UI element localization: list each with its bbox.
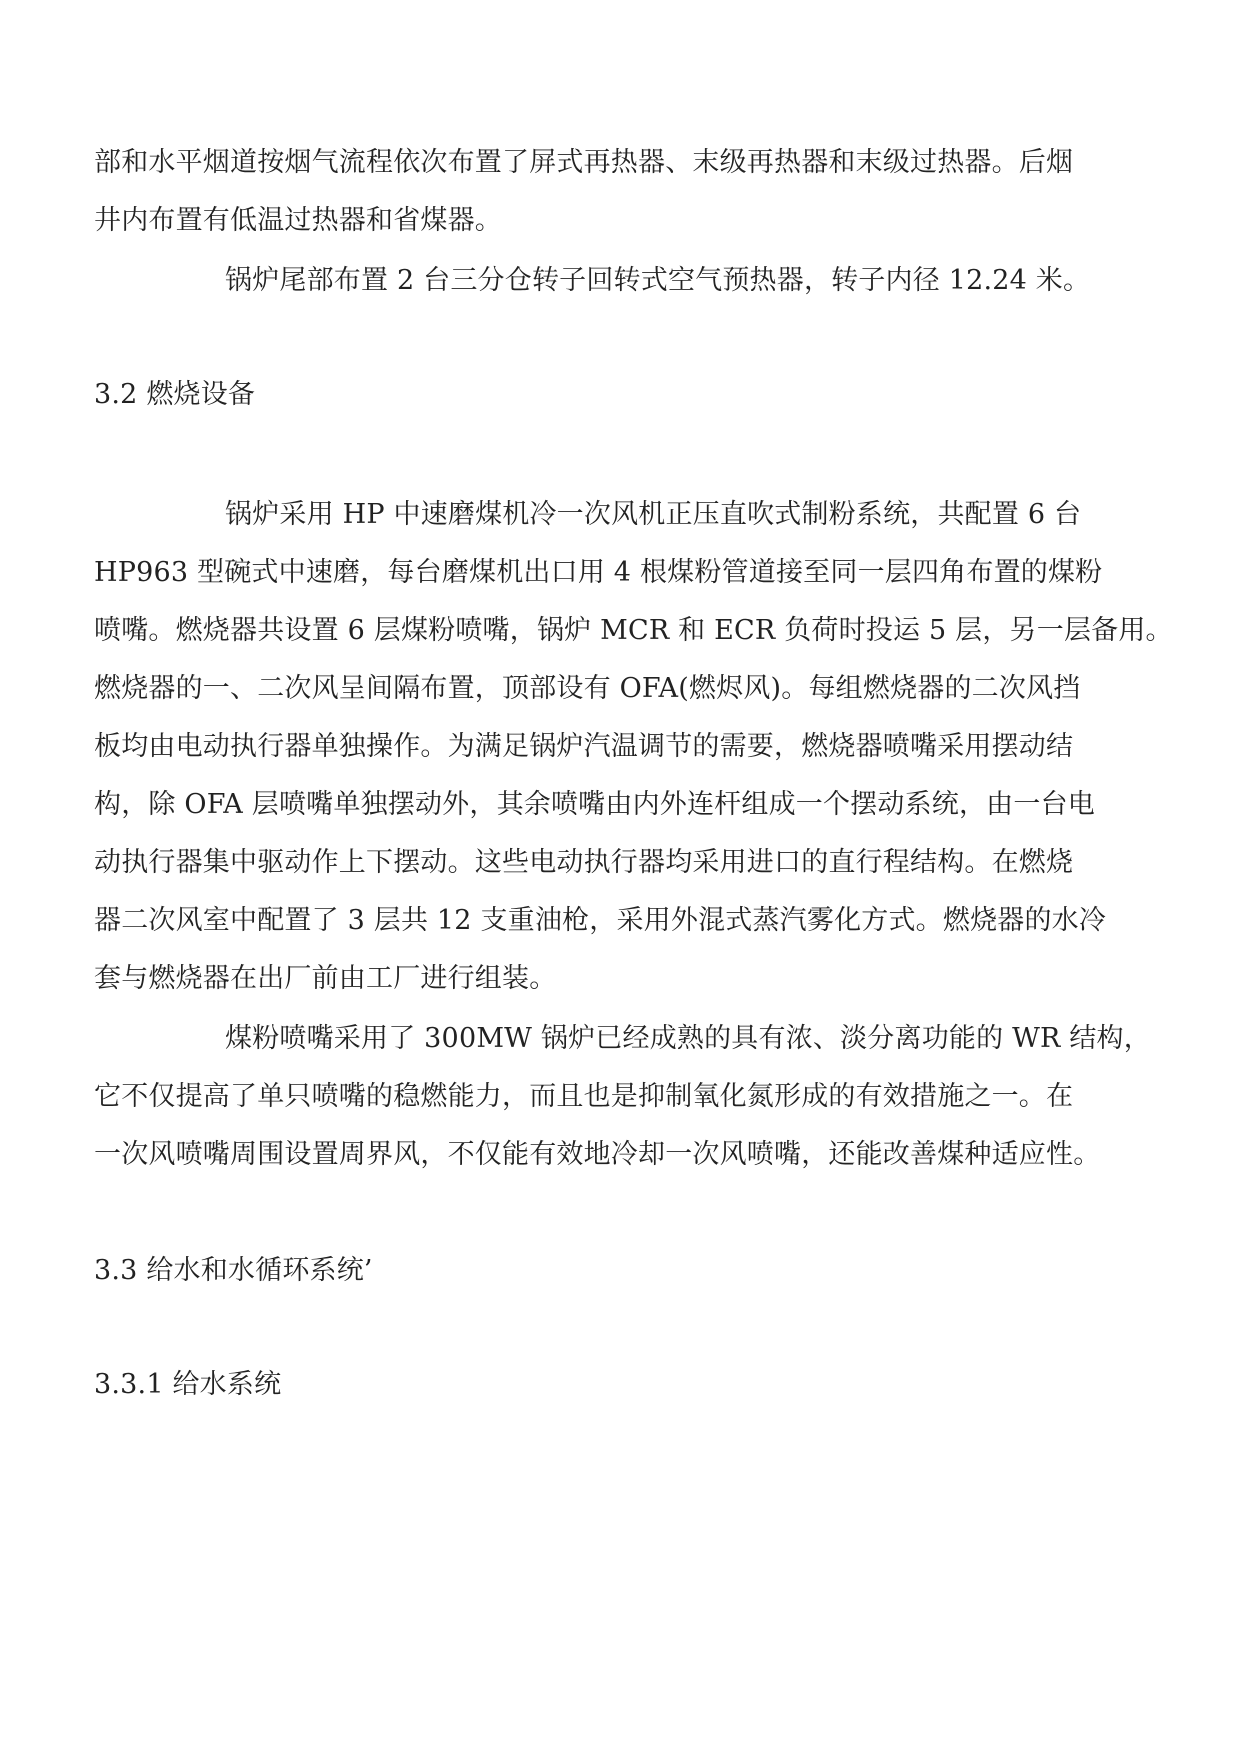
paragraph-3-line-7: 动执行器集中驱动作上下摆动。这些电动执行器均采用进口的直行程结构。在燃烧 bbox=[94, 847, 1074, 878]
paragraph-3-line-5: 板均由电动执行器单独操作。为满足锅炉汽温调节的需要，燃烧器喷嘴采用摆动结 bbox=[94, 731, 1074, 762]
section-3-3-1-heading: 3.3.1 给水系统 bbox=[94, 1369, 282, 1400]
paragraph-4-line-2: 它不仅提高了单只喷嘴的稳燃能力，而且也是抑制氧化氮形成的有效措施之一。在 bbox=[94, 1081, 1074, 1112]
paragraph-3-line-1: 锅炉采用 HP 中速磨煤机冷一次风机正压直吹式制粉系统，共配置 6 台 bbox=[225, 499, 1082, 530]
paragraph-3-line-4: 燃烧器的一、二次风呈间隔布置，顶部设有 OFA(燃烬风)。每组燃烧器的二次风挡 bbox=[94, 673, 1081, 704]
paragraph-2-line-1: 锅炉尾部布置 2 台三分仓转子回转式空气预热器，转子内径 12.24 米。 bbox=[225, 265, 1091, 296]
paragraph-3-line-3: 喷嘴。燃烧器共设置 6 层煤粉喷嘴，锅炉 MCR 和 ECR 负荷时投运 5 层，另一层备用。 bbox=[94, 615, 1173, 646]
section-3-3-heading: 3.3 给水和水循环系统’ bbox=[94, 1255, 373, 1286]
paragraph-4-line-3: 一次风喷嘴周围设置周界风，不仅能有效地冷却一次风喷嘴，还能改善煤种适应性。 bbox=[94, 1139, 1101, 1170]
section-3-2-heading: 3.2 燃烧设备 bbox=[94, 379, 256, 410]
paragraph-4-line-1: 煤粉喷嘴采用了 300MW 锅炉已经成熟的具有浓、淡分离功能的 WR 结构， bbox=[225, 1023, 1151, 1054]
paragraph-3-line-2: HP963 型碗式中速磨，每台磨煤机出口用 4 根煤粉管道接至同一层四角布置的煤粉 bbox=[94, 557, 1103, 588]
paragraph-1-line-2: 井内布置有低温过热器和省煤器。 bbox=[94, 205, 502, 236]
paragraph-1-line-1: 部和水平烟道按烟气流程依次布置了屏式再热器、末级再热器和末级过热器。后烟 bbox=[94, 147, 1074, 178]
paragraph-3-line-9: 套与燃烧器在出厂前由工厂进行组装。 bbox=[94, 963, 557, 994]
paragraph-3-line-6: 构，除 OFA 层喷嘴单独摆动外，其余喷嘴由内外连杆组成一个摆动系统，由一台电 bbox=[94, 789, 1095, 820]
paragraph-3-line-8: 器二次风室中配置了 3 层共 12 支重油枪，采用外混式蒸汽雾化方式。燃烧器的水冷 bbox=[94, 905, 1107, 936]
